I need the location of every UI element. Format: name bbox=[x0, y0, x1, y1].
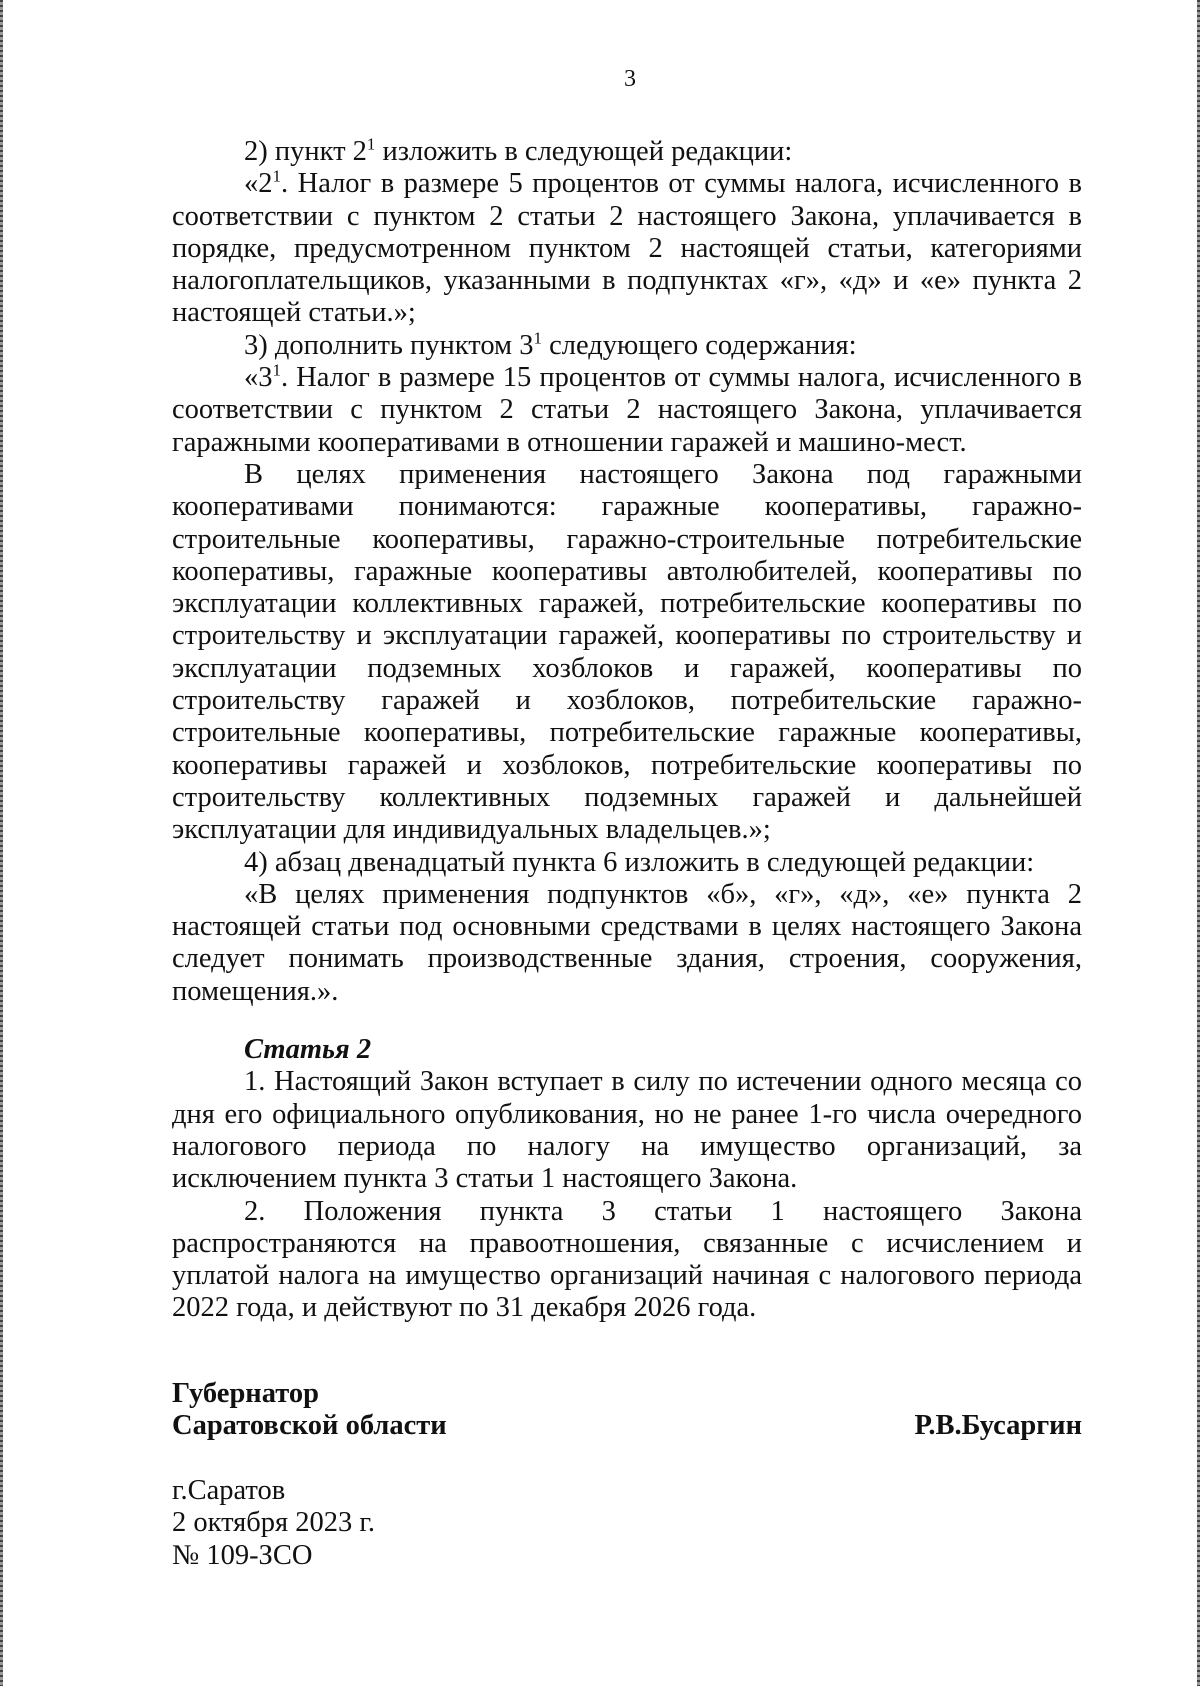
signatory-name: Р.В.Бусаргин bbox=[914, 1410, 1082, 1441]
paragraph-text: . Налог в размере 15 процентов от суммы налога, исчисленного в соответствии с пунктом 2 статьи 2 настоящего Закона, уплачивается гаражными кооперативами в отношении гаражей и машино-мест. bbox=[172, 362, 1082, 458]
signing-date: 2 октября 2023 г. bbox=[172, 1507, 375, 1539]
paragraph-text: «3 bbox=[244, 362, 273, 394]
document-body bbox=[172, 136, 1082, 1325]
paragraph-text: 2) пункт 2 bbox=[244, 136, 367, 167]
superscript: 1 bbox=[272, 360, 281, 380]
spacer bbox=[172, 1008, 1082, 1034]
paragraph-quote-2-1 bbox=[172, 168, 1082, 329]
superscript: 1 bbox=[366, 134, 376, 154]
signature-block bbox=[172, 1378, 1082, 1443]
paragraph-text: изложить в следующей редакции: bbox=[375, 136, 793, 167]
signatory-region: Саратовской области bbox=[172, 1410, 447, 1442]
superscript: 1 bbox=[272, 166, 281, 186]
superscript: 1 bbox=[533, 328, 542, 348]
paragraph-item-2 bbox=[172, 136, 1082, 168]
paragraph-text: «2 bbox=[244, 168, 273, 200]
article-heading: Статья 2 bbox=[244, 1034, 372, 1066]
scan-border-left bbox=[0, 0, 3, 1686]
place-of-signing: г.Саратов bbox=[172, 1475, 286, 1506]
paragraph-quote-3-1 bbox=[172, 362, 1082, 459]
article-item-2: 2. Положения пункта 3 статьи 1 настоящего Закона распространяются на правоотношения, связанные с исчислением и уплатой налога на имущество организаций начиная с налогового периода 2022 года, и действуют по 31 декабря 2026 года. bbox=[172, 1195, 1082, 1324]
signatory-position: Губернатор bbox=[172, 1378, 319, 1409]
paragraph-garage-cooperatives: В целях применения настоящего Закона под гаражными кооперативами понимаются: гаражные кооперативы, гаражно-строительные кооперативы, гаражно-строительные потребительские кооперативы, гаражные кооперативы автолюбителей, кооперативы по эксплуатации коллективных гаражей, потребительские кооперативы по строительству и эксплуатации гаражей, кооперативы по строительству и эксплуатации подземных хозблоков и гаражей, кооперативы по строительству гаражей и хозблоков, потребительские гаражно-строительные кооперативы, потребительские гаражные кооперативы, кооперативы гаражей и хозблоков, потребительские кооперативы по строительству коллективных подземных гаражей и дальнейшей эксплуатации для индивидуальных владельцев.»; bbox=[172, 458, 1082, 846]
paragraph-text: . Налог в размере 5 процентов от суммы налога, исчисленного в соответствии с пунктом 2 статьи 2 настоящего Закона, уплачивается в порядке, предусмотренном пунктом 2 настоящей статьи, категориями налогоплательщиков, указанными в подпунктах «г», «д» и «е» пункта 2 настоящей статьи.»; bbox=[172, 168, 1082, 329]
page-number: 3 bbox=[624, 66, 636, 92]
paragraph-text: следующего содержания: bbox=[541, 329, 857, 361]
law-number: № 109-ЗСО bbox=[172, 1539, 313, 1571]
paragraph-text: 3) дополнить пунктом 3 bbox=[244, 329, 534, 361]
paragraph-quote-fixed-assets: «В целях применения подпунктов «б», «г», «д», «е» пункта 2 настоящей статьи под основными средствами в целях настоящего Закона следует понимать производственные здания, строения, сооружения, помещения.». bbox=[172, 878, 1082, 1007]
article-item-1: 1. Настоящий Закон вступает в силу по истечении одного месяца со дня его официального опубликования, но не ранее 1-го числа очередного налогового периода по налогу на имущество организаций, за исключением пункта 3 статьи 1 настоящего Закона. bbox=[172, 1066, 1082, 1195]
document-footer bbox=[172, 1475, 375, 1572]
paragraph-item-4: 4) абзац двенадцатый пункта 6 изложить в следующей редакции: bbox=[244, 846, 1035, 878]
paragraph-item-3 bbox=[172, 330, 1082, 362]
